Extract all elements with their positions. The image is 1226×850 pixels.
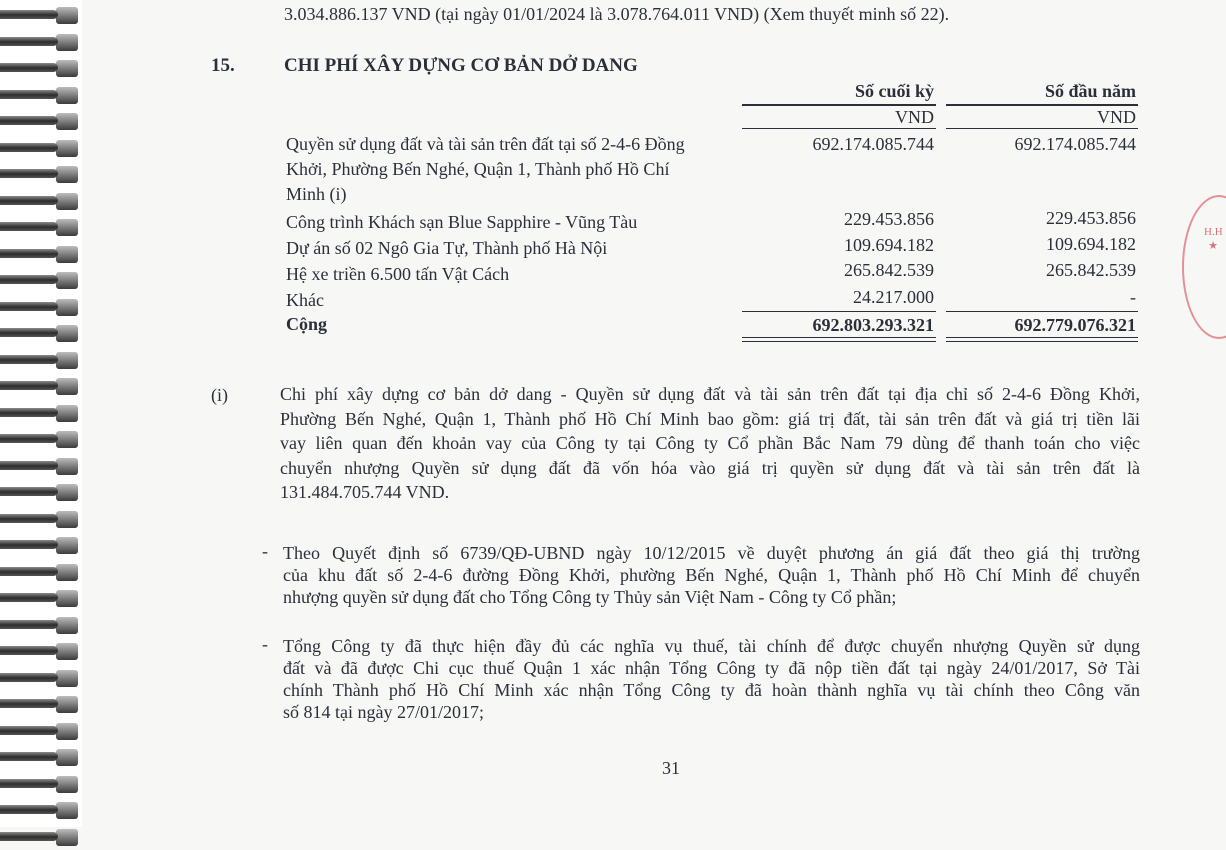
- row-value-end: 229.453.856: [844, 209, 934, 229]
- unit-rule-2: [946, 128, 1138, 129]
- total-value-start: 692.779.076.321: [1014, 315, 1136, 335]
- total-top-rule-1: [742, 311, 936, 312]
- row-label: Hệ xe triền 6.500 tấn Vật Cách: [286, 264, 510, 284]
- row-value-start: 265.842.539: [1046, 260, 1136, 280]
- total-top-rule-2: [946, 311, 1138, 312]
- row-value-start: 229.453.856: [1046, 208, 1136, 228]
- row-label: Minh (i): [286, 184, 347, 204]
- bullet-line: nhượng quyền sử dụng đất cho Tổng Công ty Thủy sản Việt Nam - Công ty Cổ phần;: [283, 587, 897, 607]
- bullet-paragraph: [283, 542, 1140, 608]
- bullet-line: Theo Quyết định số 6739/QĐ-UBND ngày 10/12/2015 về duyệt phương án giá đất theo giá thị trường: [283, 543, 1140, 563]
- note-paragraph: [280, 382, 1140, 505]
- row-label: Khởi, Phường Bến Nghé, Quận 1, Thành phố Hồ Chí: [286, 159, 670, 179]
- section-title: CHI PHÍ XÂY DỰNG CƠ BẢN DỞ DANG: [284, 55, 638, 76]
- page-number: 31: [662, 758, 680, 778]
- bullet-line: đất và đã được Chi cục thuế Quận 1 xác nhận Tổng Công ty đã nộp tiền đất tại ngày 24/01/2017, Sở Tài: [283, 658, 1140, 678]
- stamp-lettering: H.H ★: [1204, 226, 1223, 252]
- row-value-end: 692.174.085.744: [812, 134, 934, 154]
- row-value-start: 109.694.182: [1046, 234, 1136, 254]
- unit-start-year: VND: [1097, 107, 1136, 127]
- section-number: 15.: [211, 55, 235, 76]
- row-value-end: 265.842.539: [844, 260, 934, 280]
- bullet-dash: -: [262, 634, 268, 654]
- row-label: Dự án số 02 Ngô Gia Tự, Thành phố Hà Nội: [286, 238, 608, 258]
- bullet-line: chính Thành phố Hồ Chí Minh xác nhận Tổng Công ty đã hoàn thành nghĩa vụ tài chính theo Công văn: [283, 680, 1140, 700]
- row-label: Quyền sử dụng đất và tài sản trên đất tại số 2-4-6 Đồng: [286, 134, 685, 154]
- note-line: Chi phí xây dựng cơ bản dở dang - Quyền sử dụng đất và tài sản trên đất tại địa chỉ số 2-4-6 Đồng Khởi,: [280, 384, 1140, 404]
- note-line: Phường Bến Nghé, Quận 1, Thành phố Hồ Chí Minh bao gồm: giá trị đất, tài sản trên đất và giá trị tiền lãi: [280, 408, 1140, 429]
- note-line: 131.484.705.744 VND.: [280, 482, 450, 502]
- bullet-paragraph: [283, 635, 1140, 723]
- row-value-end: 24.217.000: [853, 287, 934, 307]
- bullet-dash: -: [262, 541, 268, 561]
- total-label: Cộng: [286, 314, 328, 334]
- unit-rule-1: [742, 128, 936, 129]
- total-double-rule-2: [946, 337, 1138, 342]
- bullet-line: Tổng Công ty đã thực hiện đầy đủ các nghĩa vụ thuế, tài chính để được chuyển nhượng Quyền sử dụng: [283, 636, 1140, 656]
- total-double-rule-1: [742, 337, 936, 342]
- col-header-end-period: Số cuối kỳ: [854, 81, 934, 101]
- top-continuation-line: 3.034.886.137 VND (tại ngày 01/01/2024 là 3.078.764.011 VND) (Xem thuyết minh số 22).: [284, 4, 950, 24]
- red-seal-stamp: [1182, 195, 1226, 339]
- row-value-start: -: [1130, 287, 1136, 307]
- col-header-start-year: Số đầu năm: [1044, 81, 1136, 101]
- row-value-start: 692.174.085.744: [1014, 134, 1136, 154]
- bullet-line: của khu đất số 2-4-6 đường Đồng Khởi, phường Bến Nghé, Quận 1, Thành phố Hồ Chí Minh để chuyển: [283, 565, 1140, 585]
- bullet-line: số 814 tại ngày 27/01/2017;: [283, 702, 484, 722]
- total-value-end: 692.803.293.321: [812, 315, 934, 335]
- unit-end-period: VND: [895, 107, 934, 127]
- note-line: vay liên quan đến khoản vay của Công ty tại Công ty Cổ phần Bắc Nam 79 dùng để thanh toán cho việc: [280, 433, 1140, 453]
- note-marker: (i): [211, 385, 228, 405]
- binding-coil: [0, 826, 80, 850]
- row-label: Khác: [286, 290, 324, 310]
- row-value-end: 109.694.182: [844, 235, 934, 255]
- row-label: Công trình Khách sạn Blue Sapphire - Vũng Tàu: [286, 212, 638, 232]
- note-line: chuyển nhượng Quyền sử dụng đất đã vốn hóa vào giá trị quyền sử dụng đất và tài sản trên đất là: [280, 457, 1140, 478]
